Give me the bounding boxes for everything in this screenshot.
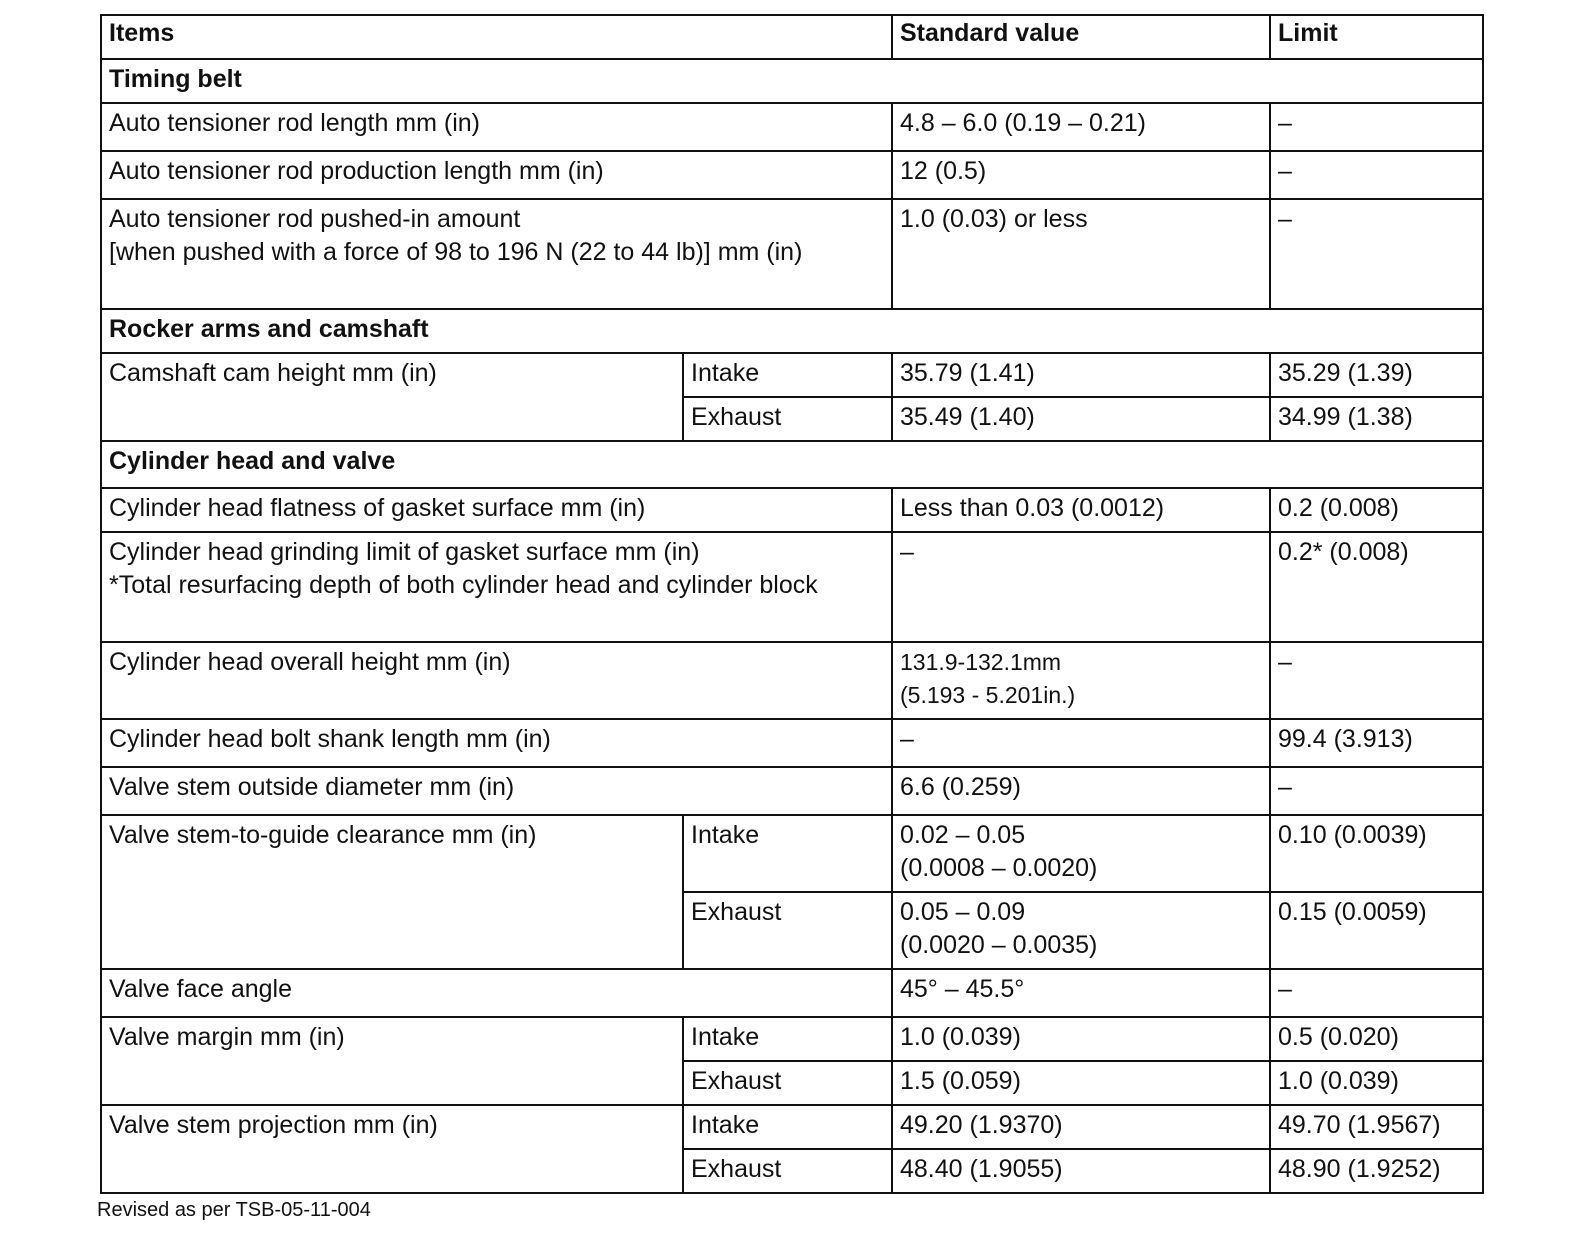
standard-value-cell: 12 (0.5) [892,151,1270,199]
table-row [101,969,1483,1017]
sub-label-intake: Intake [683,1017,892,1061]
limit-cell: 0.10 (0.0039) [1270,815,1483,892]
section-cylinder-head: Cylinder head and valve [101,441,1483,488]
sub-label-intake: Intake [683,353,892,397]
table-row [101,719,1483,767]
standard-value-cell: 0.05 – 0.09 (0.0020 – 0.0035) [892,892,1270,969]
standard-value-cell: 48.40 (1.9055) [892,1149,1270,1193]
limit-cell: 99.4 (3.913) [1270,719,1483,767]
standard-value-cell: – [892,532,1270,642]
item-cell: Valve margin mm (in) [101,1017,683,1105]
table-header-row [101,15,1483,59]
item-cell: Camshaft cam height mm (in) [101,353,683,441]
limit-cell: 48.90 (1.9252) [1270,1149,1483,1193]
standard-value-cell: – [892,719,1270,767]
table-row [101,488,1483,532]
table-row [101,103,1483,151]
sub-label-intake: Intake [683,815,892,892]
item-cell: Valve stem outside diameter mm (in) [101,767,892,815]
limit-cell: 0.15 (0.0059) [1270,892,1483,969]
standard-value-cell: 35.49 (1.40) [892,397,1270,441]
item-cell: Cylinder head overall height mm (in) [101,642,892,719]
header-standard-value: Standard value [892,15,1270,59]
item-cell: Auto tensioner rod pushed-in amount [when pushed with a force of 98 to 196 N (22 to 44 lb)] mm (in) [101,199,892,309]
limit-cell: – [1270,642,1483,719]
section-timing-belt: Timing belt [101,59,1483,103]
standard-value-cell: Less than 0.03 (0.0012) [892,488,1270,532]
sub-label-intake: Intake [683,1105,892,1149]
table-row [101,1017,1483,1061]
limit-cell: 49.70 (1.9567) [1270,1105,1483,1149]
item-cell: Valve face angle [101,969,892,1017]
table-row [101,1105,1483,1149]
limit-cell: – [1270,199,1483,309]
table-row [101,151,1483,199]
item-cell: Auto tensioner rod length mm (in) [101,103,892,151]
limit-cell: 0.2* (0.008) [1270,532,1483,642]
limit-cell: – [1270,103,1483,151]
limit-cell: 34.99 (1.38) [1270,397,1483,441]
standard-value-cell: 45° – 45.5° [892,969,1270,1017]
standard-value-cell: 131.9-132.1mm (5.193 - 5.201in.) [892,642,1270,719]
item-cell: Valve stem projection mm (in) [101,1105,683,1193]
standard-value-cell: 35.79 (1.41) [892,353,1270,397]
sub-label-exhaust: Exhaust [683,397,892,441]
table-row [101,815,1483,892]
item-cell: Valve stem-to-guide clearance mm (in) [101,815,683,969]
limit-cell: 0.2 (0.008) [1270,488,1483,532]
standard-value-cell: 1.5 (0.059) [892,1061,1270,1105]
section-row [101,309,1483,353]
table-row [101,767,1483,815]
revision-footnote: Revised as per TSB-05-11-004 [97,1199,371,1221]
standard-value-cell: 4.8 – 6.0 (0.19 – 0.21) [892,103,1270,151]
item-cell: Cylinder head grinding limit of gasket surface mm (in) *Total resurfacing depth of both cylinder head and cylinder block [101,532,892,642]
item-cell: Cylinder head bolt shank length mm (in) [101,719,892,767]
table-row [101,199,1483,309]
header-limit: Limit [1270,15,1483,59]
limit-cell: 0.5 (0.020) [1270,1017,1483,1061]
limit-cell: – [1270,767,1483,815]
item-cell: Auto tensioner rod production length mm (in) [101,151,892,199]
table-row [101,353,1483,397]
table-row [101,642,1483,719]
item-cell: Cylinder head flatness of gasket surface mm (in) [101,488,892,532]
standard-value-cell: 0.02 – 0.05 (0.0008 – 0.0020) [892,815,1270,892]
header-items: Items [101,15,892,59]
section-row [101,59,1483,103]
section-rocker-arms: Rocker arms and camshaft [101,309,1483,353]
limit-cell: – [1270,151,1483,199]
limit-cell: 35.29 (1.39) [1270,353,1483,397]
limit-cell: 1.0 (0.039) [1270,1061,1483,1105]
standard-value-cell: 6.6 (0.259) [892,767,1270,815]
sub-label-exhaust: Exhaust [683,892,892,969]
specification-table [100,14,1484,1194]
section-row [101,441,1483,488]
standard-value-cell: 1.0 (0.03) or less [892,199,1270,309]
limit-cell: – [1270,969,1483,1017]
sub-label-exhaust: Exhaust [683,1061,892,1105]
sub-label-exhaust: Exhaust [683,1149,892,1193]
standard-value-cell: 49.20 (1.9370) [892,1105,1270,1149]
standard-value-cell: 1.0 (0.039) [892,1017,1270,1061]
table-row [101,532,1483,642]
